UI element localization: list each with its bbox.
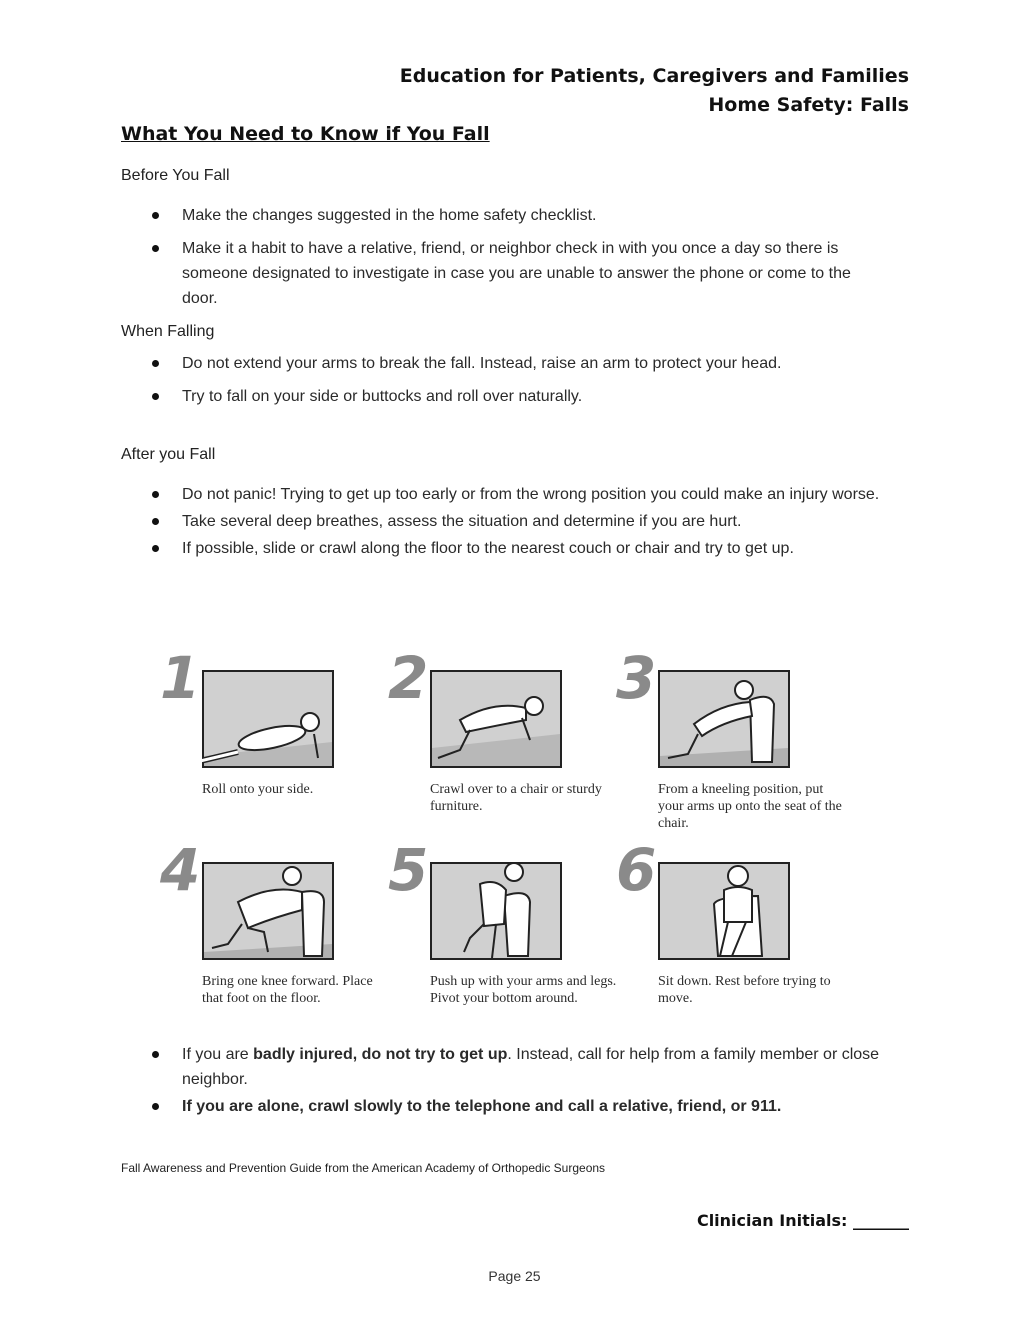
step-number: 4 [160,836,201,904]
when-list [150,351,890,409]
closing-text: . Instead, call for help from a family member or close neighbor. [182,1046,880,1088]
kneel-arms-on-chair-illustration [658,670,790,768]
step-caption: Push up with your arms and legs. Pivot your bottom around. [430,974,617,1006]
list-item: Make the changes suggested in the home safety checklist. [150,203,890,228]
after-list [150,482,890,561]
step-caption: Sit down. Rest before trying to move. [658,974,831,1006]
step-caption: From a kneeling position, put your arms up onto the seat of the chair. [658,782,842,831]
list-item: Do not extend your arms to break the fall. Instead, raise an arm to protect your head. [150,351,890,376]
page-title: What You Need to Know if You Fall [121,123,490,145]
step-number: 5 [388,836,429,904]
header-line-2: Home Safety: Falls [708,94,909,116]
clinician-initials: Clinician Initials: _______ [696,1211,909,1230]
list-item [150,1042,890,1092]
closing-list [150,1042,890,1119]
step-number: 6 [616,836,657,904]
get-up-steps-figure [160,630,840,1010]
sit-down-rest-illustration [658,862,790,960]
knee-forward-illustration [202,862,334,960]
step-number: 3 [616,644,657,712]
document-header [400,62,909,120]
closing-emphasis: badly injured, do not try to get up [253,1046,508,1063]
list-item: Try to fall on your side or buttocks and roll over naturally. [150,384,890,409]
list-item: If possible, slide or crawl along the floor to the nearest couch or chair and try to get up. [150,536,890,561]
roll-onto-side-illustration [202,670,334,768]
list-item: If you are alone, crawl slowly to the telephone and call a relative, friend, or 911. [150,1094,890,1119]
step-number: 1 [160,644,201,712]
push-up-pivot-illustration [430,862,562,960]
list-item: Do not panic! Trying to get up too early or from the wrong position you could make an injury worse. [150,482,890,507]
step-caption: Roll onto your side. [202,782,314,797]
before-list [150,203,890,311]
header-line-1: Education for Patients, Caregivers and Families [399,65,909,87]
section-title-when: When Falling [121,323,215,340]
list-item: Make it a habit to have a relative, friend, or neighbor check in with you once a day so there is someone designated to investigate in case you are unable to answer the phone or come to the door. [150,236,890,311]
source-credit: Fall Awareness and Prevention Guide from the American Academy of Orthopedic Surgeons [121,1161,606,1175]
section-title-after: After you Fall [121,446,216,463]
section-title-before: Before You Fall [121,167,230,184]
list-item: Take several deep breathes, assess the situation and determine if you are hurt. [150,509,890,534]
step-caption: Bring one knee forward. Place that foot on the floor. [202,974,373,1006]
step-number: 2 [388,644,429,712]
page-number: Page 25 [488,1268,541,1284]
crawl-to-chair-illustration [430,670,562,768]
step-caption: Crawl over to a chair or sturdy furniture. [430,782,602,814]
closing-text: If you are [182,1046,254,1063]
